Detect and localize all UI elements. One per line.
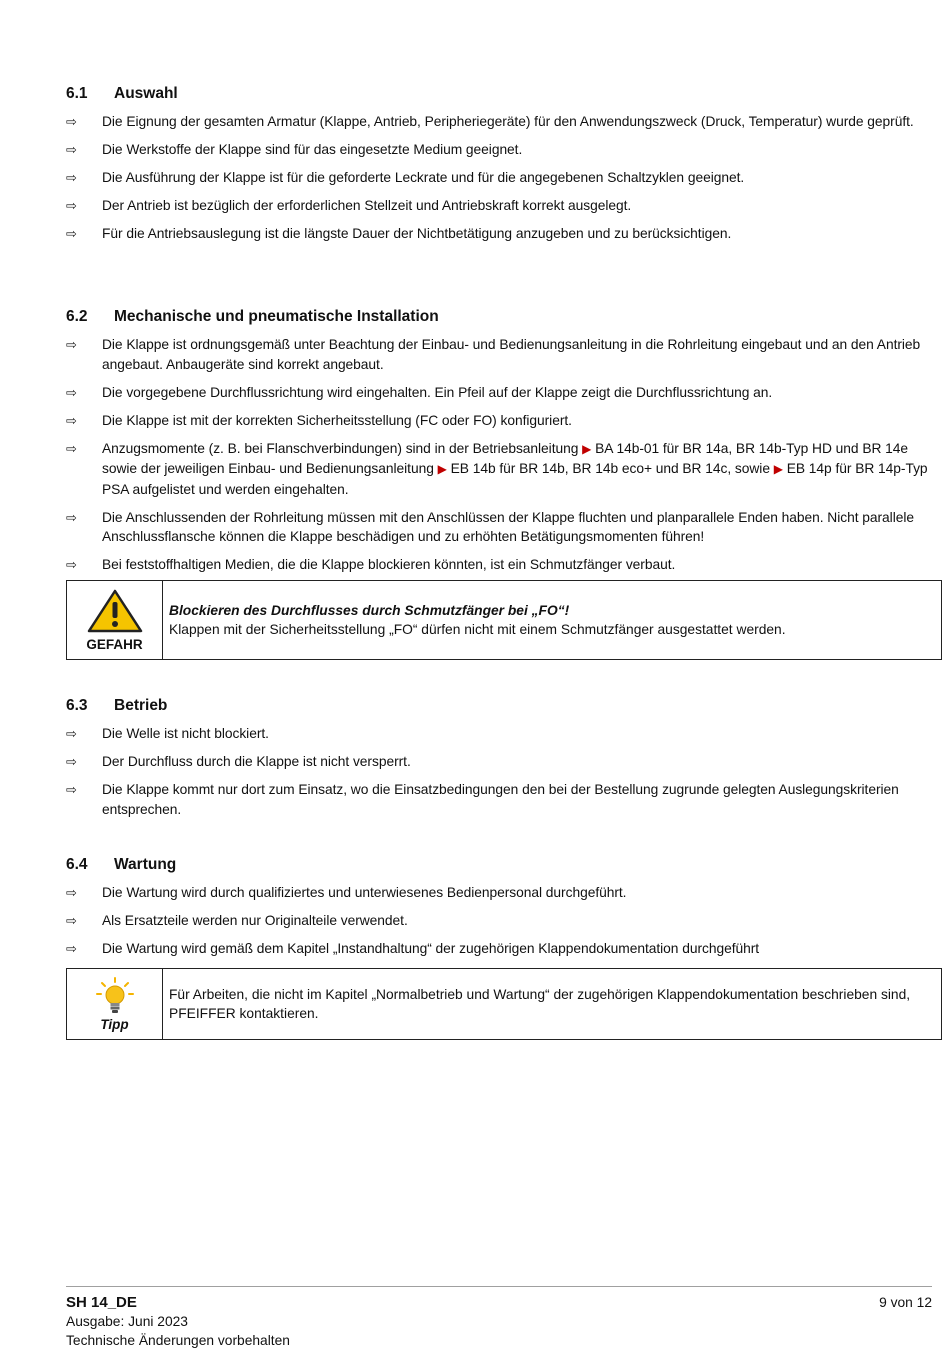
arrow-bullet-icon: ⇨ xyxy=(66,384,77,400)
list-item: ⇨ Die Wartung wird durch qualifiziertes und unterwiesenes Bedienpersonal durchgeführt. xyxy=(66,883,942,903)
section-6-1 xyxy=(66,84,942,252)
arrow-bullet-icon: ⇨ xyxy=(66,142,77,157)
section-number: 6.1 xyxy=(66,85,88,102)
list-item: ⇨ Als Ersatzteile werden nur Originalteile verwendet. xyxy=(66,911,942,931)
section-title xyxy=(66,855,942,875)
reference-marker-icon: ▶ xyxy=(773,462,783,476)
list-item: ⇨ Die Wartung wird gemäß dem Kapitel „Instandhaltung“ der zugehörigen Klappendokumentation durchgeführt xyxy=(66,939,942,959)
section-heading: Wartung xyxy=(114,856,177,873)
list-item: ⇨ Bei feststoffhaltigen Medien, die die Klappe blockieren könnten, ist ein Schmutzfänger verbaut. xyxy=(66,555,942,575)
section-number: 6.4 xyxy=(66,856,88,873)
arrow-bullet-icon: ⇨ xyxy=(66,226,77,241)
footer-divider xyxy=(66,1286,932,1287)
section-title xyxy=(66,696,942,716)
section-heading: Mechanische und pneumatische Installation xyxy=(114,308,439,325)
danger-notice xyxy=(66,580,942,660)
document-id: SH 14_DE xyxy=(66,1294,137,1311)
section-title xyxy=(66,84,942,104)
disclaimer: Technische Änderungen vorbehalten xyxy=(66,1333,290,1348)
tip-notice xyxy=(66,968,942,1040)
tip-text xyxy=(163,969,941,1039)
arrow-bullet-icon: ⇨ xyxy=(66,114,77,129)
arrow-bullet-icon: ⇨ xyxy=(66,440,77,456)
arrow-bullet-icon: ⇨ xyxy=(66,337,77,352)
list-item: ⇨ Der Durchfluss durch die Klappe ist nicht versperrt. xyxy=(66,752,942,772)
danger-body: Klappen mit der Sicherheitsstellung „FO“ dürfen nicht mit einem Schmutzfänger ausgestattet werden. xyxy=(169,622,786,637)
arrow-bullet-icon: ⇨ xyxy=(66,198,77,213)
danger-label: GEFAHR xyxy=(86,636,143,652)
section-6-4 xyxy=(66,855,942,967)
list-item: ⇨ Anzugsmomente (z. B. bei Flanschverbindungen) sind in der Betriebsanleitung ▶ BA 14b-01 für BR 14a, BR 14b-Typ HD und BR 14e sowie der jeweiligen Einbau- und Bedienungsanleitung ▶ EB 14b für BR 14b, BR 14b eco+ und BR 14c, sowie ▶ EB 14p für BR 14p-Typ PSA aufgelistet und werden eingehalten. xyxy=(66,440,928,497)
arrow-bullet-icon: ⇨ xyxy=(66,782,77,797)
page-number: 9 von 12 xyxy=(879,1295,932,1310)
list-item: ⇨ Die Welle ist nicht blockiert. xyxy=(66,724,942,744)
reference-marker-icon: ▶ xyxy=(582,441,592,456)
arrow-bullet-icon: ⇨ xyxy=(66,412,77,428)
arrow-bullet-icon: ⇨ xyxy=(66,885,77,900)
section-6-3 xyxy=(66,696,942,828)
list-item: ⇨ Die Eignung der gesamten Armatur (Klappe, Antrieb, Peripheriegeräte) für den Anwendungszweck (Druck, Temperatur) wurde geprüft. xyxy=(66,112,942,132)
list-item: ⇨ Die Klappe kommt nur dort zum Einsatz, wo die Einsatzbedingungen den bei der Bestellung zugrunde gelegten Auslegungskriterien entsprechen. xyxy=(66,782,899,817)
list-item: ⇨ Der Antrieb ist bezüglich der erforderlichen Stellzeit und Antriebskraft korrekt ausgelegt. xyxy=(66,196,942,216)
arrow-bullet-icon: ⇨ xyxy=(66,941,77,956)
section-number: 6.2 xyxy=(66,308,88,325)
arrow-bullet-icon: ⇨ xyxy=(66,913,77,928)
arrow-bullet-icon: ⇨ xyxy=(66,726,77,741)
danger-heading: Blockieren des Durchflusses durch Schmutzfänger bei „FO“! xyxy=(169,602,570,618)
section-heading: Auswahl xyxy=(114,85,178,102)
tip-label: Tipp xyxy=(100,1016,129,1032)
section-number: 6.3 xyxy=(66,697,88,714)
warning-triangle-icon xyxy=(87,589,143,633)
list-item: ⇨ Die Klappe ist ordnungsgemäß unter Beachtung der Einbau- und Bedienungsanleitung in die Rohrleitung eingebaut und an den Antrieb angebaut. Anbaugeräte sind korrekt angebaut. xyxy=(66,337,921,372)
list-item: ⇨ Die Ausführung der Klappe ist für die geforderte Leckrate und für die angegebenen Schaltzyklen geeignet. xyxy=(66,168,942,188)
danger-icon-cell xyxy=(67,581,163,659)
section-heading: Betrieb xyxy=(114,697,168,714)
list-item: ⇨ Die Anschlussenden der Rohrleitung müssen mit den Anschlüssen der Klappe fluchten und planparallele Enden haben. Nicht parallele Anschlussflansche können die Klappe beschädigen und zu erhöhten Betätigungsmomenten führen! xyxy=(66,509,914,544)
arrow-bullet-icon: ⇨ xyxy=(66,509,77,525)
list-item: ⇨ Die Klappe ist mit der korrekten Sicherheitsstellung (FC oder FO) konfiguriert. xyxy=(66,411,942,431)
arrow-bullet-icon: ⇨ xyxy=(66,170,77,185)
lightbulb-icon xyxy=(95,977,135,1017)
list-item: ⇨ Für die Antriebsauslegung ist die längste Dauer der Nichtbetätigung anzugeben und zu berücksichtigen. xyxy=(66,224,942,244)
list-item: ⇨ Die Werkstoffe der Klappe sind für das eingesetzte Medium geeignet. xyxy=(66,140,942,160)
section-6-2 xyxy=(66,307,942,583)
arrow-bullet-icon: ⇨ xyxy=(66,754,77,769)
section-title xyxy=(66,307,942,327)
footer-info xyxy=(66,1293,290,1350)
arrow-bullet-icon: ⇨ xyxy=(66,557,77,572)
list-item: ⇨ Die vorgegebene Durchflussrichtung wird eingehalten. Ein Pfeil auf der Klappe zeigt die Durchflussrichtung an. xyxy=(66,383,942,403)
danger-text xyxy=(163,581,941,659)
edition: Ausgabe: Juni 2023 xyxy=(66,1314,188,1329)
tip-icon-cell xyxy=(67,969,163,1039)
reference-marker-icon: ▶ xyxy=(437,462,447,476)
tip-body: Für Arbeiten, die nicht im Kapitel „Normalbetrieb und Wartung“ der zugehörigen Klappendokumentation beschrieben sind, PFEIFFER kontaktieren. xyxy=(169,986,911,1021)
